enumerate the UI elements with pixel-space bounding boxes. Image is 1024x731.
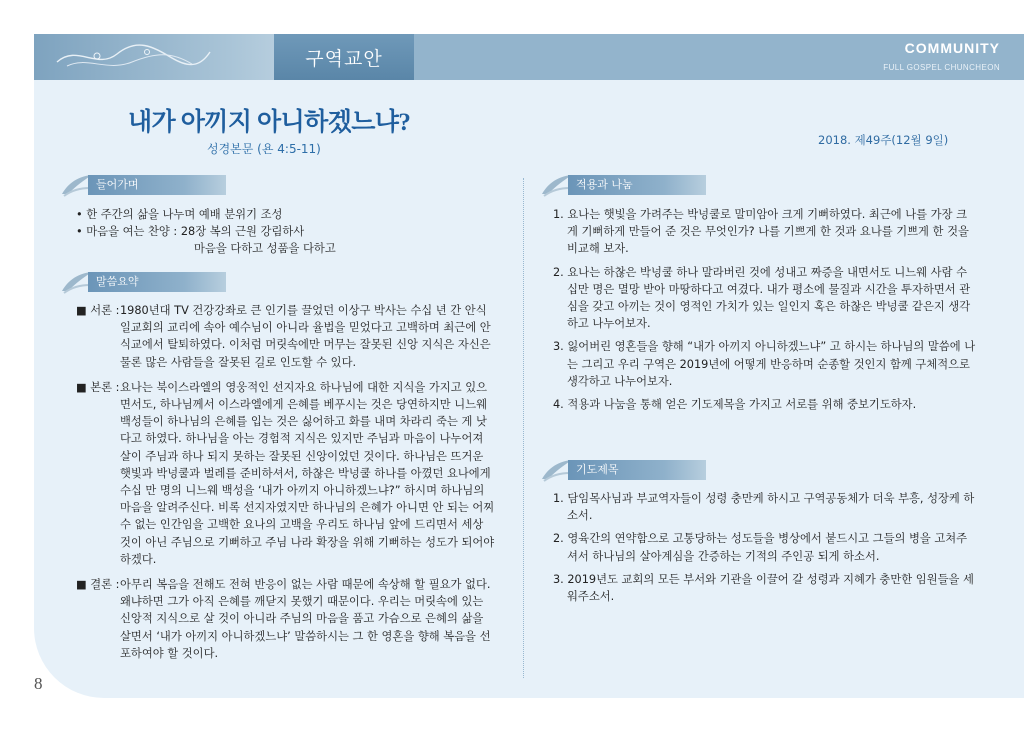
section-heading-apply [540,174,706,196]
page-number: 8 [34,674,43,693]
prayer-content [553,490,977,611]
apply-item: 2. 요나는 하찮은 박넝쿨 하나 말라버린 것에 성내고 짜증을 내면서도 니느웨 사람 수십만 명은 멸망 받아 마땅하다고 여겼다. 내가 평소에 물질과 시간을 투자하면서 관심을 갖고 아끼는 것이 영적인 가치가 있는 일인지 혹은 하찮은 박넝쿨 같은지 생각하고 나누어보자. [553,265,971,331]
summary-item-text: 1980년대 TV 건강강좌로 큰 인기를 끌었던 이상구 박사는 수십 년 간 안식일교회의 교리에 속아 예수님이 아니라 율법을 믿었다고 고백하며 최근에 안식교에서 탈퇴하였다. 이처럼 머릿속에만 머무는 잘못된 신앙 지식은 자신은 물론 많은 사람들을 잘못된 길로 인도할 수 있다. [120,304,491,369]
summary-item [76,379,496,568]
summary-item-label: ■ 서론 : [76,304,120,317]
summary-item [76,576,496,662]
intro-content [76,206,496,258]
section-tab: 구역교안 [274,34,414,80]
section-heading-label: 기도제목 [568,460,706,480]
scripture-reference: 성경본문 (욘 4:5-11) [207,142,321,156]
summary-content [76,302,496,670]
issue-date: 2018. 제49주(12월 9일) [818,133,949,147]
apply-item: 4. 적용과 나눔을 통해 얻은 기도제목을 가지고 서로를 위해 중보기도하자. [553,398,917,412]
intro-line: • 한 주간의 삶을 나누며 예배 분위기 조성 [76,208,283,221]
section-heading-summary [60,271,226,293]
section-heading-prayer [540,459,706,481]
page-title: 내가 아끼지 아니하겠느냐? [128,109,411,136]
brand-label: COMMUNITY [904,40,1000,56]
church-label: FULL GOSPEL CHUNCHEON [883,63,1000,72]
prayer-item: 1. 담임목사님과 부교역자들이 성령 충만케 하시고 구역공동체가 더욱 부흥, 성장케 하소서. [553,492,975,523]
summary-item-label: ■ 본론 : [76,380,120,394]
prayer-item: 3. 2019년도 교회의 모든 부서와 기관을 이끌어 갈 성령과 지혜가 충만한 임원들을 세워주소서. [553,572,974,604]
summary-item-label: ■ 결론 : [76,578,120,592]
swirl-ornament-icon [52,42,212,72]
intro-line: • 마음을 여는 찬양 : 28장 복의 근원 강림하사 [76,225,305,239]
section-heading-label: 말씀요약 [88,272,226,292]
section-heading-label: 적용과 나눔 [568,175,706,195]
summary-item-text: 아무리 복음을 전해도 전혀 반응이 없는 사람 때문에 속상해 할 필요가 없다. 왜냐하면 그가 아직 은혜를 깨닫지 못했기 때문이다. 우리는 머릿속에 있는 신앙적 지식으로 살 것이 아니라 주님의 마음을 품고 가슴으로 은혜의 삶을 살면서 ‘내가 아끼지 아니하겠느냐’ 말씀하시는 그 한 영혼을 향해 복음을 선포하여야 할 것이다. [120,578,491,660]
section-heading-intro [60,174,226,196]
apply-content [553,206,977,419]
summary-item [76,302,496,371]
summary-item-text: 요나는 북이스라엘의 영웅적인 선지자요 하나님에 대한 지식을 가지고 있으면서도, 하나님께서 이스라엘에게 은혜를 베푸시는 것은 당연하지만 니느웨 백성들이 하나님의 은혜를 입는 것은 싫어하고 화를 내며 차라리 죽는 게 낫다고 하였다. 하나님을 아는 경험적 지식은 있지만 주님과 마음이 나누어져 살이 주님과 하나 되지 못하는 잘못된 신앙이었던 것이다. 하나님은 뜨거운 햇빛과 박넝쿨과 벌레를 준비하셔서, 하찮은 박넝쿨 하나를 아꼈던 요나에게 수십 만 명의 니느웨 백성을 ‘내가 아끼지 아니하겠느냐?” 하시며 하나님의 마음을 알려주신다. 비록 선지자였지만 하나님의 은혜가 아니면 안 되는 어찌 수 없는 인간임을 고백한 요나의 고백을 우리도 하나님 앞에 드리면서 세상 것이 아닌 주님으로 기뻐하고 주님 나라 확장을 위해 기뻐하는 성도가 되어야 하겠다. [120,380,495,566]
prayer-item: 2. 영육간의 연약함으로 고통당하는 성도들을 병상에서 붙드시고 그들의 병을 고쳐주셔서 하나님의 살아계심을 간증하는 기적의 주인공 되게 하소서. [553,532,968,563]
intro-line: 마음을 다하고 성품을 다하고 [194,242,336,256]
column-divider [523,178,524,678]
header-bar [34,34,1024,80]
apply-item: 3. 잃어버린 영혼들을 향해 “내가 아끼지 아니하겠느냐” 고 하시는 하나님의 말씀에 나는 그리고 우리 구역은 2019년에 어떻게 반응하며 순종할 것인지 함께 구체적으로 생각하고 나누어보자. [553,340,976,388]
section-heading-label: 들어가며 [88,175,226,195]
apply-item: 1. 요나는 햇빛을 가려주는 박넝쿨로 말미암아 크게 기뻐하였다. 최근에 나를 가장 크게 기뻐하게 만들어 준 것은 무엇인가? 나를 기쁘게 한 것과 요나를 기쁘게 한 것을 비교해 보자. [553,208,969,256]
